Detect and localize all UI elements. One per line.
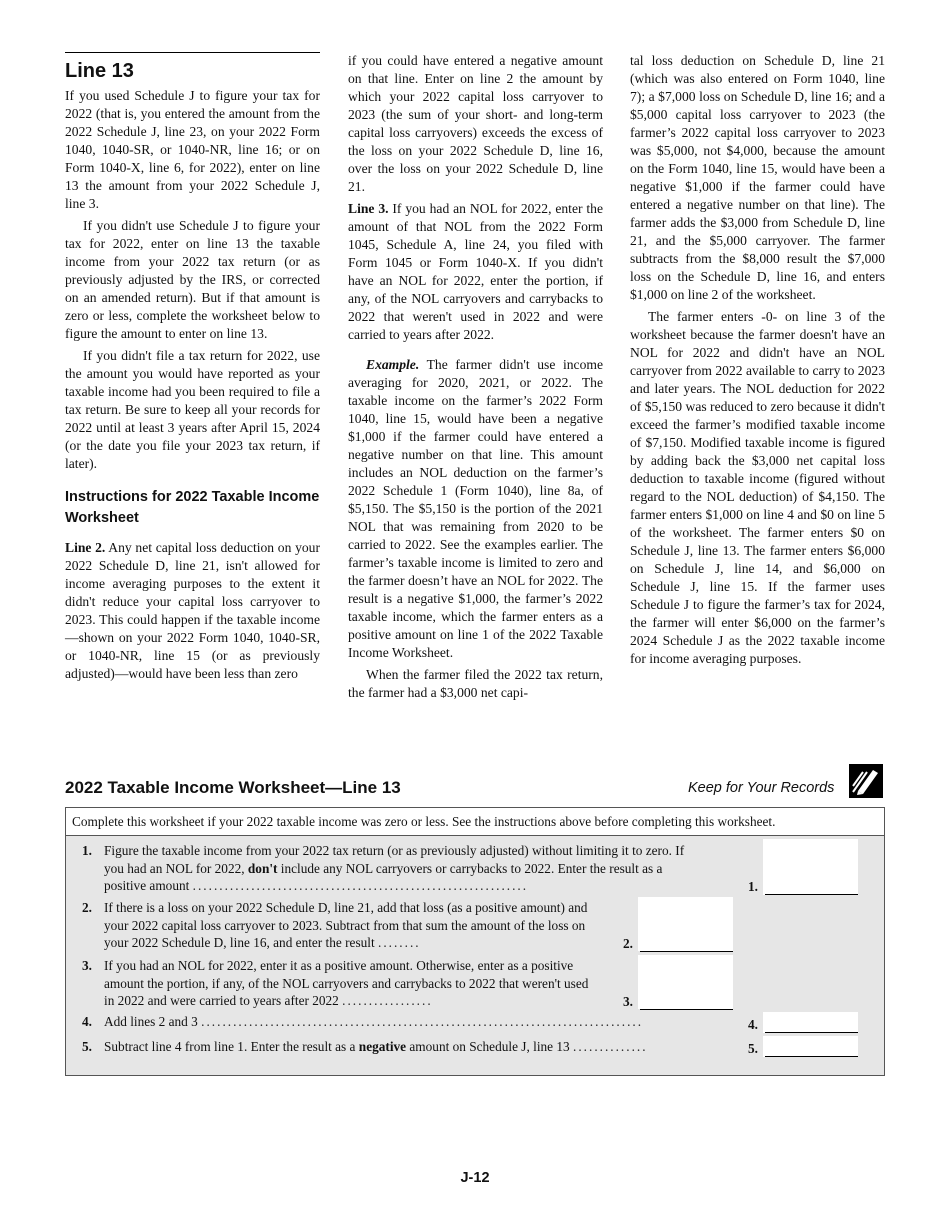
- line-13-paragraph-1: If you used Schedule J to figure your tax for 2022 (that is, you entered the amount from the 2022 Schedule J, line 23, on your 2022 Form 1040, 1040-SR, or 1040-NR, line 16; or on Form 1040-X, line 6, for 2022), enter on line 13 the amount from your 2022 Schedule J, line 3.: [65, 88, 320, 211]
- worksheet-box: [65, 807, 885, 1076]
- line-13-paragraph-3: If you didn't file a tax return for 2022, use the amount you would have reported as your taxable income had you been required to file a tax return. Be sure to keep all your records for 2022 until at least 3 years after April 15, 2024 (or the date you file your 2023 tax return, if later).: [65, 348, 320, 471]
- line-2-ref: 2.: [623, 936, 633, 951]
- line-3-number: 3.: [82, 958, 92, 973]
- line-5-box: [763, 1036, 858, 1057]
- line-4-text-body: Add lines 2 and 3: [104, 1014, 198, 1029]
- column-3: [630, 52, 885, 672]
- example-paragraph: [348, 356, 603, 662]
- worksheet-line-2: [82, 899, 742, 953]
- line-1-ref: 1.: [748, 879, 758, 894]
- line-1-box: [763, 839, 858, 895]
- line-2-lead: Line 2.: [65, 540, 106, 555]
- example-continued: When the farmer filed the 2022 tax return, the farmer had a $3,000 net capi-: [348, 667, 603, 700]
- line-4-number: 4.: [82, 1014, 92, 1029]
- line-3-ref: 3.: [623, 994, 633, 1009]
- line-5-amount-field[interactable]: [765, 1056, 858, 1057]
- example-continued-2: tal loss deduction on Schedule D, line 21 (which was also entered on Form 1040, line 7); a $7,000 loss on Schedule D, line 16; and a $5,000 capital loss carryover to 2023 (the farmer’s 2022 capital loss carryover to 2023 was $5,000, not $4,000, because the amount on the Form 1040, line 15, would have been a negative $1,000 if the farmer could have entered a negative number on that line). The farmer adds the $3,000 from Schedule D, line 21, and the $5,000 carryover. The farmer subtracts from the $8,000 result the $7,000 loss on the Schedule D, line 16, and enters $1,000 on line 2 of the worksheet.: [630, 53, 885, 302]
- line-5-text-a: Subtract line 4 from line 1. Enter the result as a: [104, 1039, 359, 1054]
- line-4-box: [763, 1012, 858, 1033]
- line-3-lead: Line 3.: [348, 201, 389, 216]
- worksheet-instructions-heading: Instructions for 2022 Taxable Income Worksheet: [65, 489, 320, 526]
- line-5-ref: 5.: [748, 1041, 758, 1056]
- worksheet-line-5: [82, 1038, 742, 1058]
- example-text: The farmer didn't use income averaging for 2020, 2021, or 2022. The taxable income on the farmer’s 2022 Form 1040, line 15, would have been a negative $1,000 if the farmer could have entered a negative number on that line. This amount includes an NOL deduction on the farmer’s 2022 Schedule 1 (Form 1040), line 8a, of $5,150. The $5,150 is the portion of the 2021 NOL that was remaining from 2020 to be carried to 2022. See the examples earlier. The farmer’s taxable income is limited to zero and the farmer doesn’t have an NOL for 2022. The result is a negative $1,000, the farmer’s 2022 taxable income, which the farmer enters as a positive amount on line 1 of the 2022 Taxable Income Worksheet.: [348, 357, 603, 660]
- line-13-paragraph-2: If you didn't use Schedule J to figure your tax for 2022, enter on line 13 the taxable income from your 2022 tax return (or as previously adjusted by the IRS, or corrected on an amended return). But if that amount is zero or less, complete the worksheet below to figure the amount to enter on line 13.: [65, 218, 320, 341]
- line-1-text-bold: don't: [247, 860, 278, 876]
- example-lead: Example.: [366, 357, 420, 372]
- line-2-instructions: [65, 539, 320, 683]
- line-3-text: If you had an NOL for 2022, enter it as a positive amount. Otherwise, enter as a positive amount the portion, if any, of the NOL carryovers and carrybacks to 2022 that weren't used in 2022 and were carried to years after 2022 .................: [104, 958, 589, 1009]
- example-continued-3: The farmer enters -0- on line 3 of the worksheet because the farmer doesn't have an NOL for 2022 and didn't have an NOL carryover from 2022 available to carry to 2023 and later years. The NOL deduction for 2022 of $5,150 was reduced to zero because it didn't exceed the farmer’s modified taxable income of $7,150. Modified taxable income is figured by adding back the $3,000 net capital loss deduction to taxable income (figured without regard to the NOL deduction) of $4,150. The farmer enters $1,000 on line 4 and $0 on line 5 of the worksheet. The farmer enters $0 on Schedule J, line 13. The farmer enters $6,000 on Schedule J, line 14, and $6,000 on Schedule J, line 15. If the farmer uses Schedule J to figure the farmer’s tax for 2024, the farmer will enter $6,000 on the farmer’s 2024 Schedule J as the 2022 taxable income for income averaging purposes.: [630, 309, 885, 666]
- line-1-text-a: Figure the taxable income from your 2022 tax return (or as previously adjusted) without limiting it to zero. If you had an NOL for 2022,: [104, 843, 685, 876]
- line-4-amount-field[interactable]: [765, 1032, 858, 1033]
- line-1-text-b: include any NOL carryovers or carrybacks to 2022. Enter the result as a positive amount: [104, 860, 663, 894]
- worksheet-line-3: [82, 957, 742, 1011]
- column-2: [348, 52, 603, 706]
- line-1-number: 1.: [82, 843, 92, 858]
- worksheet-title: 2022 Taxable Income Worksheet—Line 13: [65, 778, 401, 797]
- line-2-text: Any net capital loss deduction on your 2022 Schedule D, line 21, isn't allowed for income averaging purposes to the extent it didn't reduce your capital loss carryover to 2023. This could happen if the taxable income—shown on your 2022 Form 1040, 1040-SR, or 1040-NR, line 15 (or as previously adjusted)—would have been less than zero: [65, 540, 320, 681]
- line-1-amount-field[interactable]: [765, 894, 858, 895]
- keep-for-records-label: Keep for Your Records: [688, 780, 835, 796]
- worksheet-intro: Complete this worksheet if your 2022 taxable income was zero or less. See the instructions above before completing this worksheet.: [66, 808, 884, 836]
- line-2-text: If there is a loss on your 2022 Schedule D, line 21, add that loss (as a positive amount) and your 2022 capital loss carryover to 2023. Subtract from that sum the amount of the loss on your 2022 Schedule D, line 16, and enter the result ........: [104, 900, 588, 951]
- worksheet-line-1: [82, 842, 742, 896]
- line-1-text: Figure the taxable income from your 2022 tax return (or as previously adjusted) without limiting it to zero. If you had an NOL for 2022, don't include any NOL carryovers or carrybacks to 2022. Enter the result as a positive amount ...............................................................: [104, 843, 685, 894]
- worksheet-line-4: [82, 1013, 742, 1033]
- line-3-instructions: [348, 200, 603, 344]
- pencil-records-icon: [849, 764, 883, 798]
- line-2-text-body: If there is a loss on your 2022 Schedule D, line 21, add that loss (as a positive amount) and your 2022 capital loss carryover to 2023. Subtract from that sum the amount of the loss on your 2022 Schedule D, line 16, and enter the result: [104, 900, 588, 951]
- line-5-number: 5.: [82, 1039, 92, 1054]
- line-3-text-body: If you had an NOL for 2022, enter it as a positive amount. Otherwise, enter as a positive amount the portion, if any, of the NOL carryovers and carrybacks to 2022 that weren't used in 2022 and were carried to years after 2022: [104, 958, 589, 1009]
- line-4-ref: 4.: [748, 1017, 758, 1032]
- line-2-amount-field[interactable]: [640, 951, 733, 952]
- line-13-heading: Line 13: [65, 60, 134, 82]
- page-number: J-12: [460, 1170, 490, 1186]
- line-3-text: If you had an NOL for 2022, enter the amount of that NOL from the 2022 Form 1045, Schedule A, line 24, you filed with Form 1045 or Form 1040-X. If you didn't have an NOL for 2022, enter the portion, if any, of the NOL carryovers and carrybacks to 2022 that weren't used in 2022 and were carried to years after 2022.: [348, 201, 604, 342]
- line-3-amount-field[interactable]: [640, 1009, 733, 1010]
- line-2-continued: if you could have entered a negative amount on that line. Enter on line 2 the amount by which your 2022 capital loss carryover to 2023 (the sum of your short- and long-term capital loss carryovers) exceeds the excess of the loss on your 2022 Schedule D, line 16, over the loss on your 2022 Schedule D, line 21.: [348, 53, 603, 194]
- line-5-text-b: amount on Schedule J, line 13: [406, 1039, 570, 1054]
- line-5-text: Subtract line 4 from line 1. Enter the result as a negative amount on Schedule J, line 13 ..............: [104, 1039, 648, 1054]
- column-1: [65, 52, 320, 687]
- line-4-text: Add lines 2 and 3 ...................................................................................: [104, 1014, 644, 1029]
- line-2-number: 2.: [82, 900, 92, 915]
- line-5-text-bold: negative: [358, 1039, 407, 1054]
